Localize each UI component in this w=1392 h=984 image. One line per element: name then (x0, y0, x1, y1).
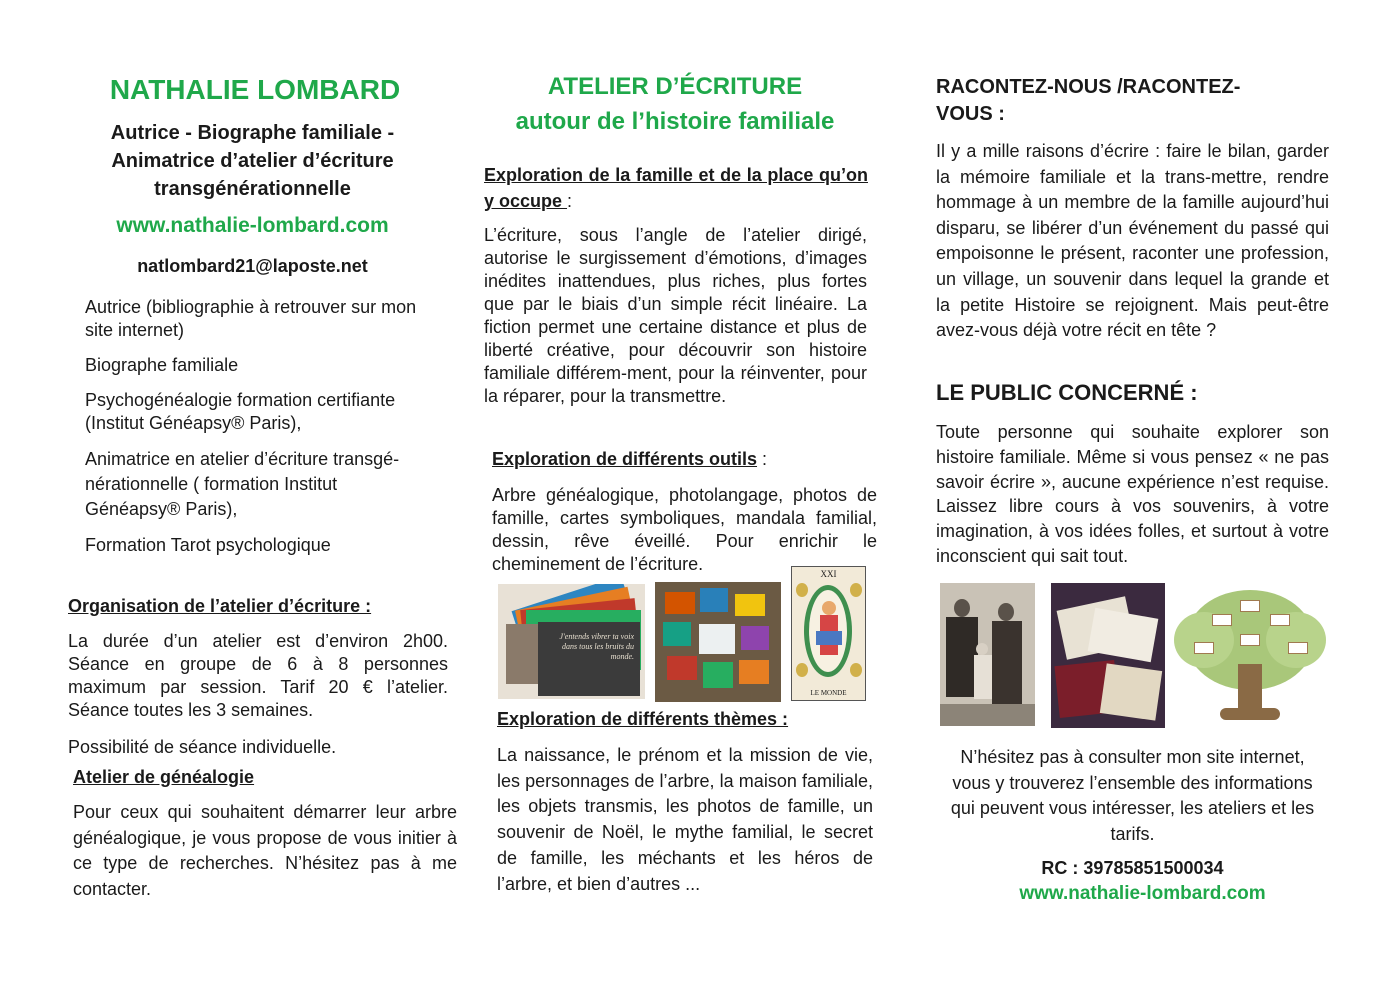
exploration-family-text: L’écriture, sous l’angle de l’atelier dirigé, autorise le surgissement d’émotions, d’images inédites inattendues, plus riches, plus fortes que par le biais d’un simple récit linéaire. La fiction permet une certaine distance et plus de liberté créative, pour découvrir son histoire familiale différem-ment, pour la réinventer, pour la réparer, pour la transmettre. (484, 225, 867, 406)
credential-item: Biographe familiale (85, 355, 239, 375)
exploration-tools-heading (492, 448, 872, 470)
tarot-card-number: XXI (820, 569, 837, 579)
author-email-link[interactable]: natlombard21@laposte.net (137, 256, 368, 276)
exploration-tools-heading-text: Exploration de différents outils (492, 449, 758, 469)
exploration-family-heading-text: Exploration de la famille et de la place qu’on y occupe (484, 165, 868, 211)
tarot-card-name: LE MONDE (810, 689, 847, 697)
author-website-link[interactable]: www.nathalie-lombard.com (116, 214, 389, 237)
tell-us-text: Il y a mille raisons d’écrire : faire le bilan, garder la mémoire familiale et la trans-mettre, rendre hommage à un membre de la famille aujourd’hui disparu, se libérer d’un événement du passé qui empoisonne le présent, raconter une profession, un village, un souvenir dans lequel la grande et la petite Histoire se rejoignent. Mais peut-être avez-vous déjà votre récit en tête ? (936, 141, 1329, 341)
exploration-family-heading (484, 162, 868, 214)
credential-item: Formation Tarot psychologique (85, 535, 331, 555)
audience-text: Toute personne qui souhaite explorer son histoire familiale. Même si vous pensez « ne pas savoir écrire », aucune expérience n’est requise. Laissez libre cours à vos souvenirs, à votre imagination, à vos idées folles, et surtout à votre inconscient qui sait tout. (936, 422, 1329, 566)
photo-card-quote: J'entends vibrer ta voix dans tous les bruits du monde. (559, 632, 634, 661)
mandala-cards-image (655, 582, 781, 702)
tell-us-heading: RACONTEZ-NOUS /RACONTEZ-VOUS : (936, 76, 1241, 125)
credential-item: Psychogénéalogie formation certifiante (Institut Généapsy® Paris), (85, 390, 396, 433)
photolangage-cards-image (498, 584, 645, 699)
individual-session-note: Possibilité de séance individuelle. (68, 737, 337, 757)
family-tree-image (1172, 584, 1328, 728)
genealogy-text: Pour ceux qui souhaitent démarrer leur arbre généalogique, je vous propose de vous initier à ce type de recherches. N’hésitez pas à me contacter. (73, 802, 457, 899)
footer-website-link[interactable]: www.nathalie-lombard.com (1019, 883, 1266, 904)
author-subtitle: Autrice - Biographe familiale - Animatrice d’atelier d’écriture transgénérationnelle (110, 122, 395, 200)
author-name: NATHALIE LOMBARD (109, 74, 401, 105)
exploration-family-heading-colon: : (567, 191, 573, 211)
exploration-themes-text: La naissance, le prénom et la mission de vie, les personnages de l’arbre, la maison familiale, les objets transmis, les photos de famille, un souvenir de Noël, le mythe familial, le secret de famille, les méchants et les héros de l’arbre, et bien d’autres ... (497, 745, 873, 894)
contact-invite-text: N’hésitez pas à consulter mon site internet, vous y trouverez l’ensemble des informations qui peuvent vous intéresser, les ateliers et les tarifs. (950, 747, 1315, 844)
exploration-themes-heading: Exploration de différents thèmes : (497, 709, 789, 729)
audience-heading: LE PUBLIC CONCERNÉ : (936, 380, 1198, 405)
exploration-tools-text: Arbre généalogique, photolangage, photos de famille, cartes symboliques, mandala familial, dessin, rêve éveillé. Pour enrichir le cheminement de l’écriture. (492, 485, 877, 574)
tarot-card-image (791, 566, 866, 701)
workshop-subtitle: autour de l’histoire familiale (515, 108, 835, 135)
rc-number: RC : 39785851500034 (1041, 858, 1224, 878)
family-documents-image (1051, 583, 1165, 728)
credentials-list (85, 296, 435, 557)
family-portrait-image (940, 583, 1035, 726)
credential-item: Autrice (bibliographie à retrouver sur mon site internet) (85, 297, 417, 340)
organisation-heading: Organisation de l’atelier d’écriture : (68, 596, 372, 616)
exploration-tools-heading-colon: : (757, 449, 768, 469)
credential-item: Animatrice en atelier d’écriture transgé-nérationnelle ( formation Institut Généapsy® Paris), (85, 449, 400, 519)
genealogy-heading: Atelier de généalogie (73, 767, 255, 787)
organisation-text: La durée d’un atelier est d’environ 2h00. Séance en groupe de 6 à 8 personnes maximum par session. Tarif 20 € l’atelier. Séance toutes les 3 semaines. (68, 631, 448, 720)
workshop-title: ATELIER D’ÉCRITURE (547, 73, 803, 100)
